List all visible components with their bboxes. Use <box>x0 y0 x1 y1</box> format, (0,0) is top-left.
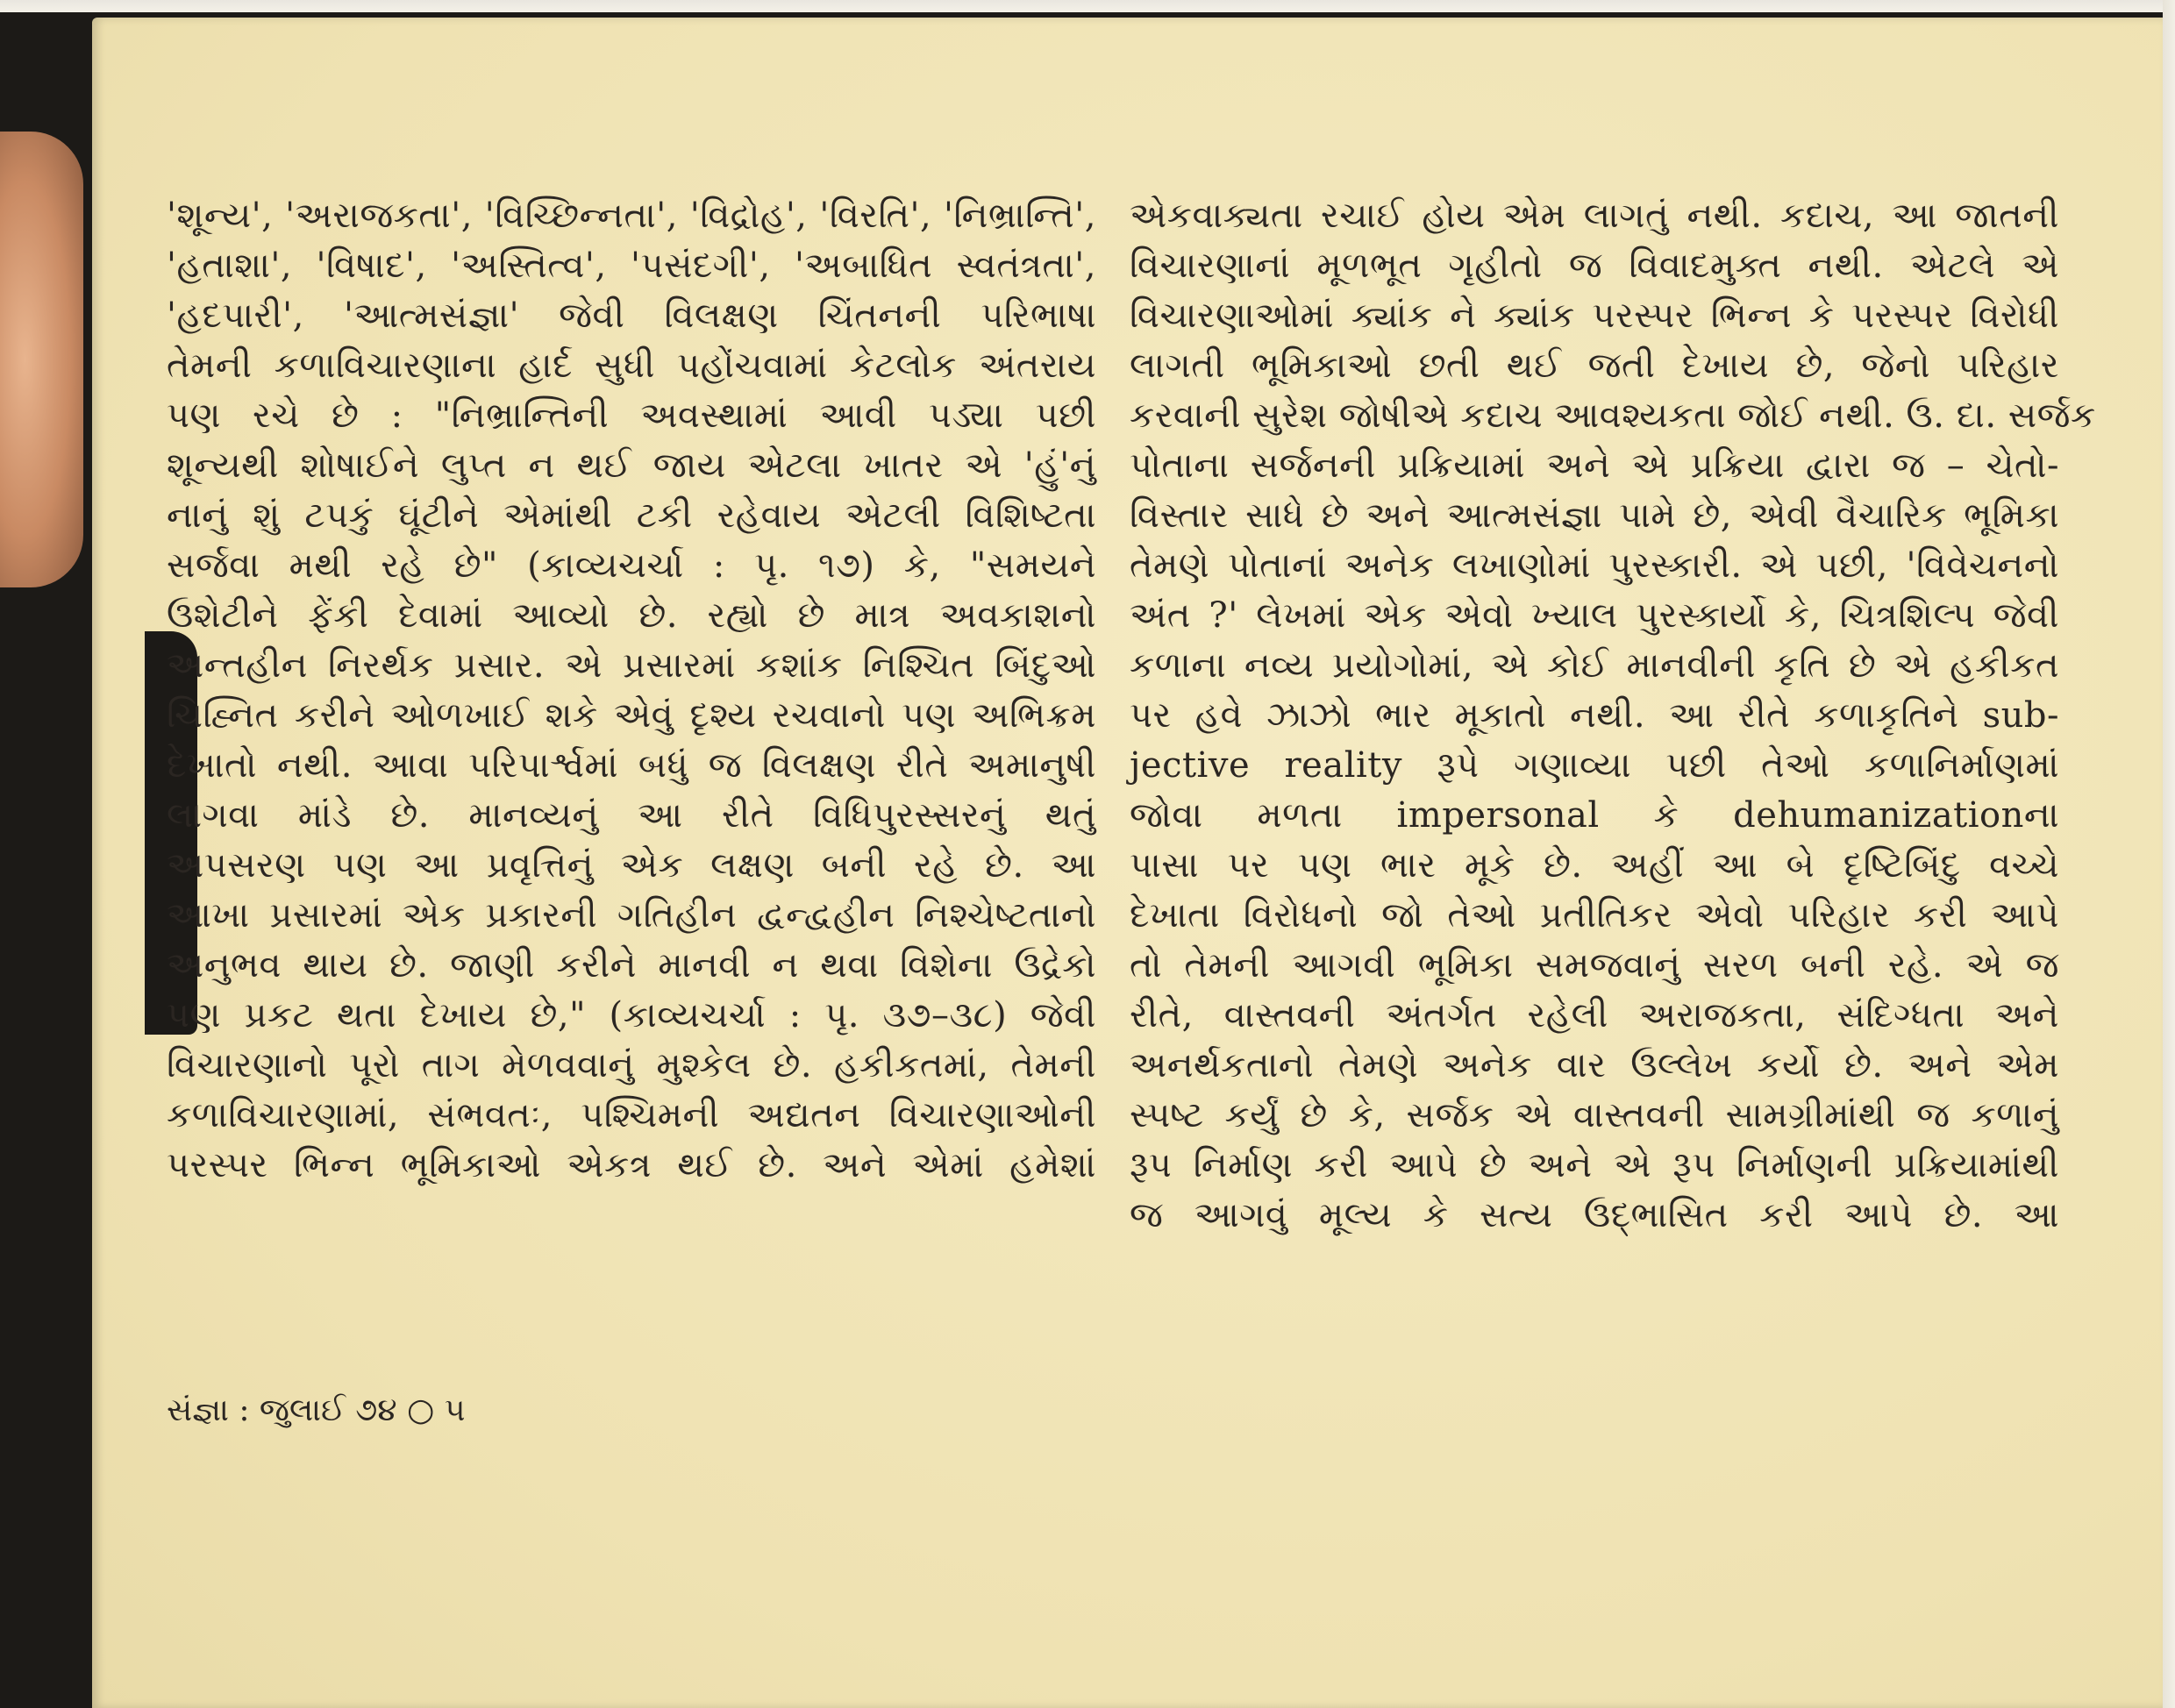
page-footer: સંજ્ઞા : જુલાઈ ૭૪ ○ ૫ <box>167 1392 466 1428</box>
text-line: સ્પષ્ટ કર્યું છે કે, સર્જક એ વાસ્તવની સામગ્રીમાંથી જ કળાનું <box>1130 1095 2059 1135</box>
text-line: લાગતી ભૂમિકાઓ છતી થઈ જતી દેખાય છે, જેનો પરિહાર <box>1130 345 2059 386</box>
text-line: જ આગવું મૂલ્ય કે સત્ય ઉદ્ભાસિત કરી આપે છે. આ <box>1130 1195 2059 1235</box>
left-column <box>167 191 1096 1191</box>
text-line: સર્જવા મથી રહે છે" (કાવ્યચર્ચા : પૃ. ૧૭) કે, "સમયને <box>167 545 1096 586</box>
text-line: અપસરણ પણ આ પ્રવૃત્તિનું એક લક્ષણ બની રહે છે. આ <box>167 845 1096 886</box>
text-line: દેખાતો નથી. આવા પરિપાર્શ્વમાં બધું જ વિલક્ષણ રીતે અમાનુષી <box>167 745 1096 786</box>
text-line: તેમણે પોતાનાં અનેક લખાણોમાં પુરસ્કારી. એ પછી, 'વિવેચનનો <box>1130 545 2059 586</box>
text-line: કરવાની સુરેશ જોષીએ કદાચ આવશ્યકતા જોઈ નથી. ઉ. દા. સર્જક <box>1130 395 2096 436</box>
text-line: પોતાના સર્જનની પ્રક્રિયામાં અને એ પ્રક્રિયા દ્વારા જ – ચેતો- <box>1130 445 2059 486</box>
text-line: પણ રચે છે : "નિભ્રાન્તિની અવસ્થામાં આવી પડ્યા પછી <box>167 395 1096 436</box>
text-line: 'શૂન્ય', 'અરાજકતા', 'વિચ્છિન્નતા', 'વિદ્રોહ', 'વિરતિ', 'નિભ્રાન્તિ', <box>167 196 1096 236</box>
text-line: પર હવે ઝાઝો ભાર મૂકાતો નથી. આ રીતે કળાકૃતિને sub- <box>1130 695 2059 736</box>
text-line: વિચારણાઓમાં ક્યાંક ને ક્યાંક પરસ્પર ભિન્ન કે પરસ્પર વિરોધી <box>1130 295 2059 336</box>
text-line: કળાના નવ્ય પ્રયોગોમાં, એ કોઈ માનવીની કૃતિ છે એ હકીકત <box>1130 645 2059 686</box>
text-line: દેખાતા વિરોધનો જો તેઓ પ્રતીતિકર એવો પરિહાર કરી આપે <box>1130 895 2059 936</box>
finger-holding-page <box>0 132 83 587</box>
text-line: કળાવિચારણામાં, સંભવતઃ, પશ્ચિમની અદ્યતન વિચારણાઓની <box>167 1095 1096 1135</box>
text-line: અંત ?' લેખમાં એક એવો ખ્યાલ પુરસ્કાર્યો કે, ચિત્રશિલ્પ જેવી <box>1130 595 2059 636</box>
text-line: jective reality રૂપે ગણાવ્યા પછી તેઓ કળાનિર્માણમાં <box>1130 745 2059 786</box>
text-line: અનુભવ થાય છે. જાણી કરીને માનવી ન થવા વિશેના ઉદ્રેકો <box>167 945 1096 986</box>
text-line: અનર્થકતાનો તેમણે અનેક વાર ઉલ્લેખ કર્યો છે. અને એમ <box>1130 1045 2059 1085</box>
text-line: પરસ્પર ભિન્ન ભૂમિકાઓ એકત્ર થઈ છે. અને એમાં હમેશાં <box>167 1145 1096 1185</box>
text-line: તેમની કળાવિચારણાના હાર્દ સુધી પહોંચવામાં કેટલોક અંતરાય <box>167 345 1096 386</box>
text-line: લાગવા માંડે છે. માનવ્યનું આ રીતે વિધિપુરસ્સરનું થતું <box>167 795 1096 836</box>
text-line: ચિહ્નિત કરીને ઓળખાઈ શકે એવું દૃશ્ય રચવાનો પણ અભિક્રમ <box>167 695 1096 736</box>
text-line: પાસા પર પણ ભાર મૂકે છે. અહીં આ બે દૃષ્ટિબિંદુ વચ્ચે <box>1130 845 2059 886</box>
text-line: શૂન્યથી શોષાઈને લુપ્ત ન થઈ જાય એટલા ખાતર એ 'હું'નું <box>167 445 1096 486</box>
text-line: આખા પ્રસારમાં એક પ્રકારની ગતિહીન દ્વન્દ્વહીન નિશ્ચેષ્ટતાનો <box>167 895 1096 936</box>
text-line: રીતે, વાસ્તવની અંતર્ગત રહેલી અરાજકતા, સંદિગ્ધતા અને <box>1130 995 2059 1035</box>
text-line: વિચારણાનો પૂરો તાગ મેળવવાનું મુશ્કેલ છે. હકીકતમાં, તેમની <box>167 1045 1096 1085</box>
text-line: અન્તહીન નિરર્થક પ્રસાર. એ પ્રસારમાં કશાંક નિશ્ચિત બિંદુઓ <box>167 645 1096 686</box>
right-column <box>1130 191 2096 1241</box>
scan-edge-right <box>2163 0 2175 1708</box>
text-line: વિચારણાનાં મૂળભૂત ગૃહીતો જ વિવાદમુક્ત નથી. એટલે એ <box>1130 246 2059 286</box>
text-line: તો તેમની આગવી ભૂમિકા સમજવાનું સરળ બની રહે. એ જ <box>1130 945 2059 986</box>
text-line: નાનું શું ટપકું ઘૂંટીને એમાંથી ટકી રહેવાય એટલી વિશિષ્ટતા <box>167 495 1096 536</box>
text-line: 'હતાશા', 'વિષાદ', 'અસ્તિત્વ', 'પસંદગી', 'અબાધિત સ્વતંત્રતા', <box>167 246 1096 286</box>
text-line: પણ પ્રકટ થતા દેખાય છે," (કાવ્યચર્ચા : પૃ. ૩૭–૩૮) જેવી <box>167 995 1096 1035</box>
text-line: ઉશેટીને ફેંકી દેવામાં આવ્યો છે. રહ્યો છે માત્ર અવકાશનો <box>167 595 1096 636</box>
text-line: જોવા મળતા impersonal કે dehumanizationના <box>1130 795 2059 836</box>
text-line: વિસ્તાર સાધે છે અને આત્મસંજ્ઞા પામે છે, એવી વૈચારિક ભૂમિકા <box>1130 495 2059 536</box>
text-line: રૂપ નિર્માણ કરી આપે છે અને એ રૂપ નિર્માણની પ્રક્રિયામાંથી <box>1130 1145 2059 1185</box>
text-line: 'હદપારી', 'આત્મસંજ્ઞા' જેવી વિલક્ષણ ચિંતનની પરિભાષા <box>167 295 1096 336</box>
text-line: એકવાક્યતા રચાઈ હોય એમ લાગતું નથી. કદાચ, આ જાતની <box>1130 196 2059 236</box>
scan-edge-top <box>0 0 2175 12</box>
